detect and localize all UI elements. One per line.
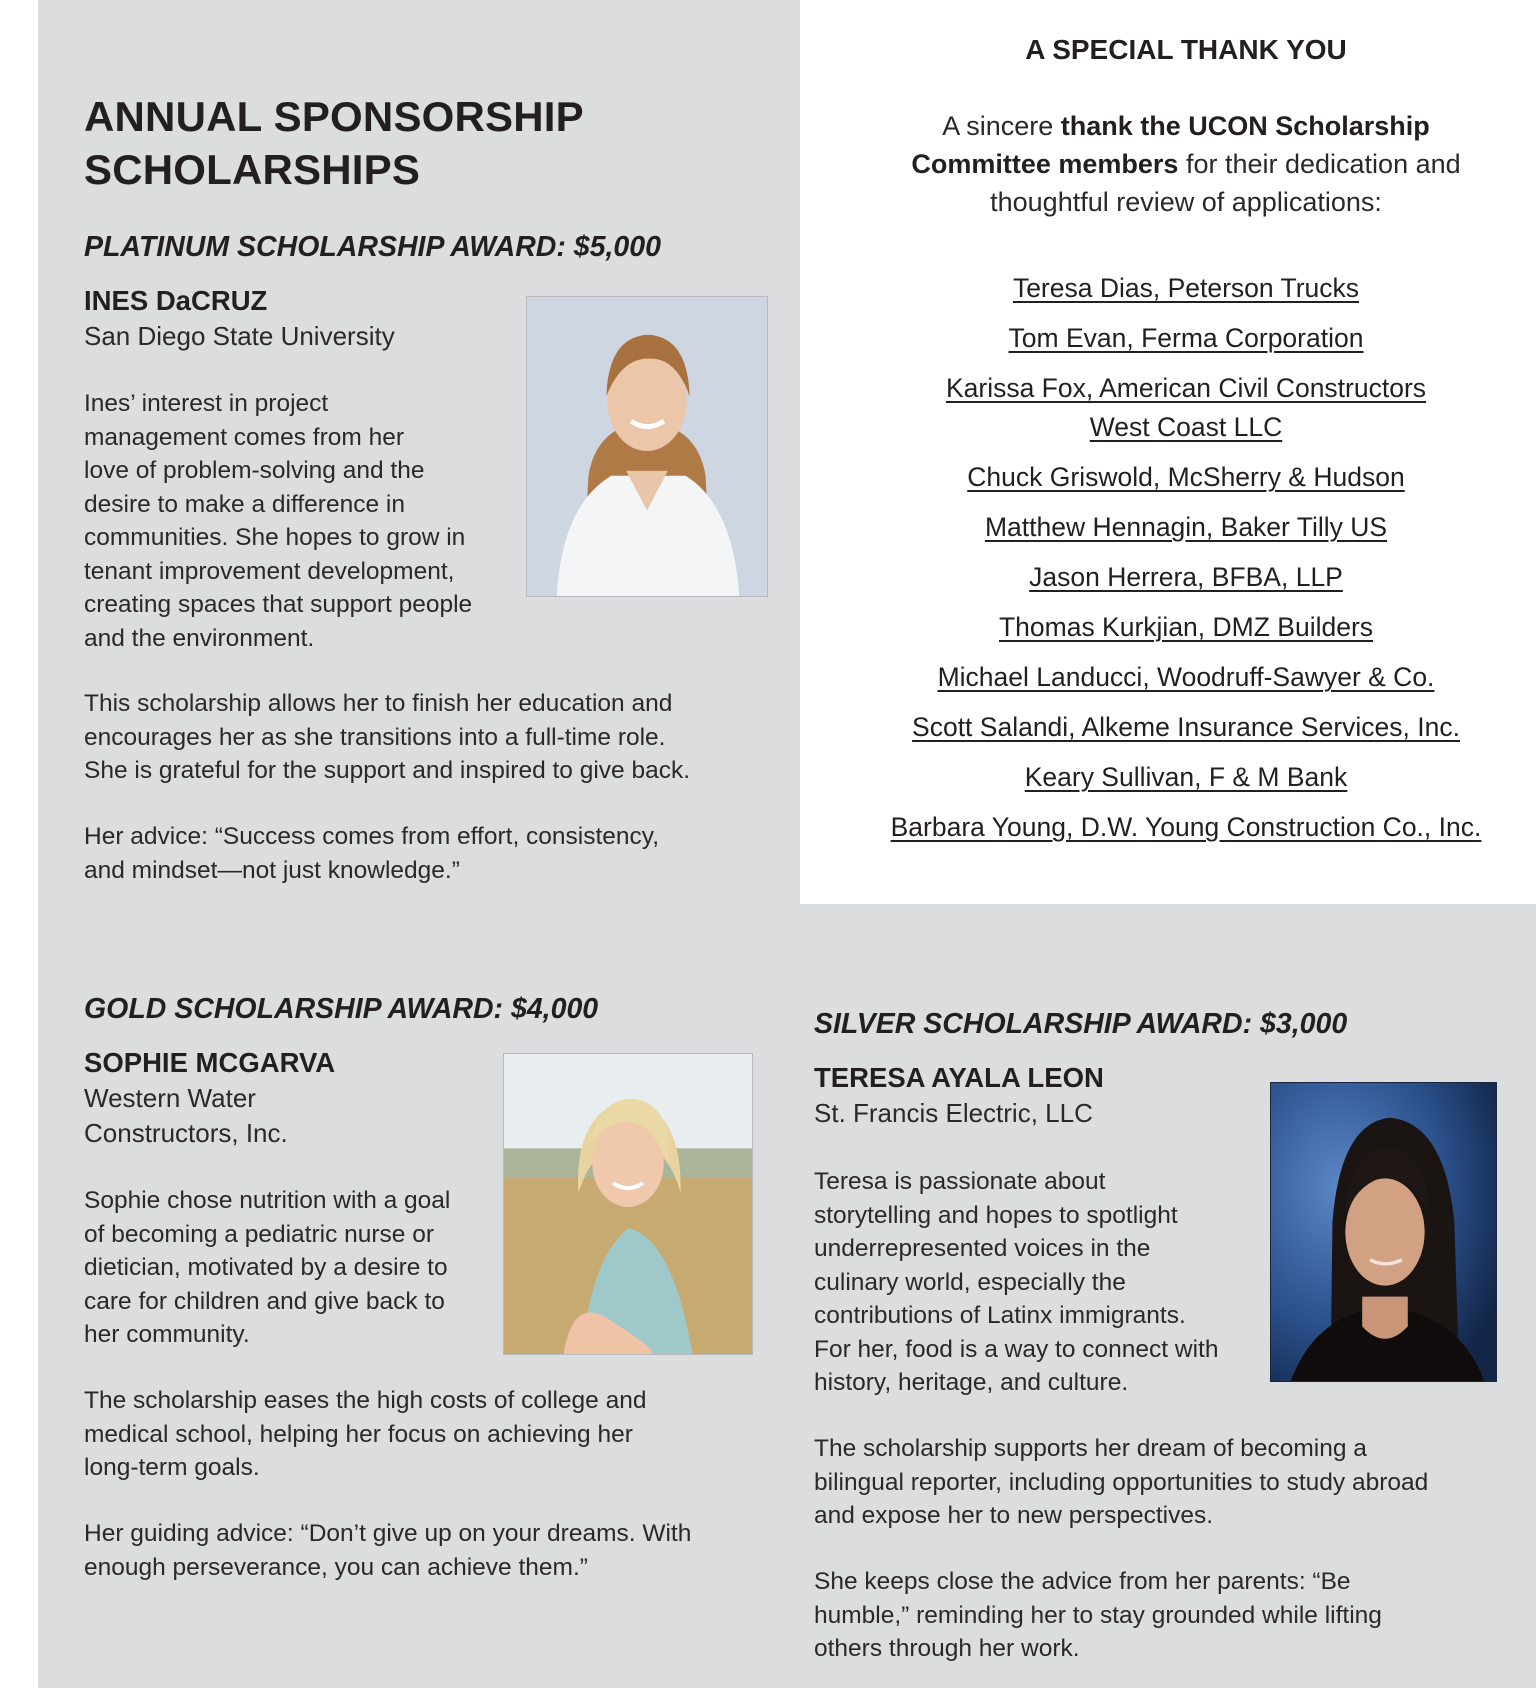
text-line: and mindset—not just knowledge.” xyxy=(84,856,460,884)
text-line: Ines’ interest in project xyxy=(84,390,329,417)
committee-member: Barbara Young, D.W. Young Construction Co., Inc. xyxy=(890,812,1482,842)
text-line: For her, food is a way to connect with xyxy=(814,1335,1219,1363)
text-line: Her guiding advice: “Don’t give up on your dreams. With xyxy=(84,1520,692,1547)
text-line: Sophie chose nutrition with a goal xyxy=(84,1187,451,1214)
platinum-recipient-photo xyxy=(526,296,768,597)
text-line: This scholarship allows her to finish her education and xyxy=(84,690,673,717)
text-line: history, heritage, and culture. xyxy=(814,1369,1129,1396)
text-line: enough perseverance, you can achieve them.” xyxy=(84,1553,588,1581)
gold-scholarship-paragraph xyxy=(84,1384,784,1485)
text-line: medical school, helping her focus on achieving her xyxy=(84,1420,633,1448)
text-line: Constructors, Inc. xyxy=(84,1118,288,1148)
text-line: She is grateful for the support and inspired to give back. xyxy=(84,757,691,784)
committee-member: Michael Landucci, Woodruff-Sawyer & Co. xyxy=(937,662,1435,692)
text-line: She keeps close the advice from her parents: “Be xyxy=(814,1568,1351,1595)
silver-scholarship-paragraph xyxy=(814,1432,1534,1533)
text-line: Western Water xyxy=(84,1083,256,1113)
intro-bold-text: Committee members xyxy=(911,149,1179,179)
committee-member: Teresa Dias, Peterson Trucks xyxy=(1012,273,1360,303)
intro-text: thoughtful review of applications: xyxy=(990,187,1382,217)
text-line: care for children and give back to xyxy=(84,1287,445,1315)
text-line: encourages her as she transitions into a full-time role. xyxy=(84,723,666,751)
committee-member: Keary Sullivan, F & M Bank xyxy=(1024,762,1348,792)
page-title xyxy=(84,90,784,196)
thank-you-title: A SPECIAL THANK YOU xyxy=(1025,34,1347,65)
text-line: management comes from her xyxy=(84,423,404,451)
committee-member: Matthew Hennagin, Baker Tilly US xyxy=(984,512,1388,542)
committee-member: Scott Salandi, Alkeme Insurance Services, Inc. xyxy=(912,712,1460,742)
committee-member: Karissa Fox, American Civil Constructors xyxy=(945,373,1427,403)
text-line: The scholarship supports her dream of becoming a xyxy=(814,1435,1367,1462)
committee-member: Tom Evan, Ferma Corporation xyxy=(1008,323,1364,353)
platinum-advice-paragraph xyxy=(84,820,784,887)
silver-recipient-company: St. Francis Electric, LLC xyxy=(814,1098,1093,1128)
gold-advice-paragraph xyxy=(84,1517,784,1584)
gold-recipient-photo xyxy=(503,1053,753,1355)
portrait-photo-icon xyxy=(527,297,767,596)
gold-recipient-company xyxy=(84,1081,288,1151)
portrait-photo-icon xyxy=(504,1054,752,1354)
committee-member: Jason Herrera, BFBA, LLP xyxy=(1029,562,1343,592)
silver-recipient-name: TERESA AYALA LEON xyxy=(814,1062,1104,1093)
intro-text: for their dedication and xyxy=(1178,149,1461,179)
text-line: Teresa is passionate about xyxy=(814,1168,1106,1195)
committee-list xyxy=(806,269,1536,858)
text-line: humble,” reminding her to stay grounded while lifting xyxy=(814,1601,1382,1629)
committee-member-continued: West Coast LLC xyxy=(1089,412,1283,442)
silver-advice-paragraph xyxy=(814,1565,1534,1666)
silver-recipient-photo xyxy=(1270,1082,1497,1382)
silver-award-heading: SILVER SCHOLARSHIP AWARD: $3,000 xyxy=(814,1008,1348,1040)
platinum-award-heading: PLATINUM SCHOLARSHIP AWARD: $5,000 xyxy=(84,231,661,263)
committee-member: Thomas Kurkjian, DMZ Builders xyxy=(998,612,1374,642)
gold-award-heading: GOLD SCHOLARSHIP AWARD: $4,000 xyxy=(84,993,599,1025)
intro-text: A sincere xyxy=(942,111,1061,141)
text-line: long-term goals. xyxy=(84,1454,260,1481)
text-line: others through her work. xyxy=(814,1635,1080,1662)
text-line: storytelling and hopes to spotlight xyxy=(814,1201,1178,1229)
text-line: love of problem-solving and the xyxy=(84,457,425,484)
text-line: culinary world, especially the xyxy=(814,1268,1126,1296)
text-line: The scholarship eases the high costs of college and xyxy=(84,1387,647,1414)
silver-bio-paragraph xyxy=(814,1165,1264,1400)
page-title-line-2: SCHOLARSHIPS xyxy=(84,146,421,193)
platinum-recipient-name: INES DaCRUZ xyxy=(84,285,268,316)
text-line: her community. xyxy=(84,1321,250,1348)
text-line: and the environment. xyxy=(84,624,315,652)
intro-bold-text: thank the UCON Scholarship xyxy=(1060,111,1430,141)
text-line: desire to make a difference in xyxy=(84,490,405,518)
portrait-photo-icon xyxy=(1271,1083,1496,1381)
text-line: contributions of Latinx immigrants. xyxy=(814,1302,1186,1329)
platinum-recipient-school: San Diego State University xyxy=(84,321,395,351)
gold-recipient-name: SOPHIE MCGARVA xyxy=(84,1047,336,1078)
text-line: dietician, motivated by a desire to xyxy=(84,1254,448,1281)
text-line: creating spaces that support people xyxy=(84,591,473,618)
text-line: tenant improvement development, xyxy=(84,557,455,585)
committee-member: Chuck Griswold, McSherry & Hudson xyxy=(967,462,1405,492)
text-line: of becoming a pediatric nurse or xyxy=(84,1220,434,1248)
page-title-line-1: ANNUAL SPONSORSHIP xyxy=(84,93,584,140)
text-line: and expose her to new perspectives. xyxy=(814,1502,1214,1529)
platinum-bio-paragraph xyxy=(84,387,524,655)
thank-you-intro xyxy=(806,107,1536,221)
platinum-scholarship-paragraph xyxy=(84,687,784,788)
gold-bio-paragraph xyxy=(84,1184,504,1352)
text-line: underrepresented voices in the xyxy=(814,1235,1151,1262)
text-line: Her advice: “Success comes from effort, consistency, xyxy=(84,823,660,850)
text-line: communities. She hopes to grow in xyxy=(84,524,466,551)
text-line: bilingual reporter, including opportunities to study abroad xyxy=(814,1468,1429,1496)
